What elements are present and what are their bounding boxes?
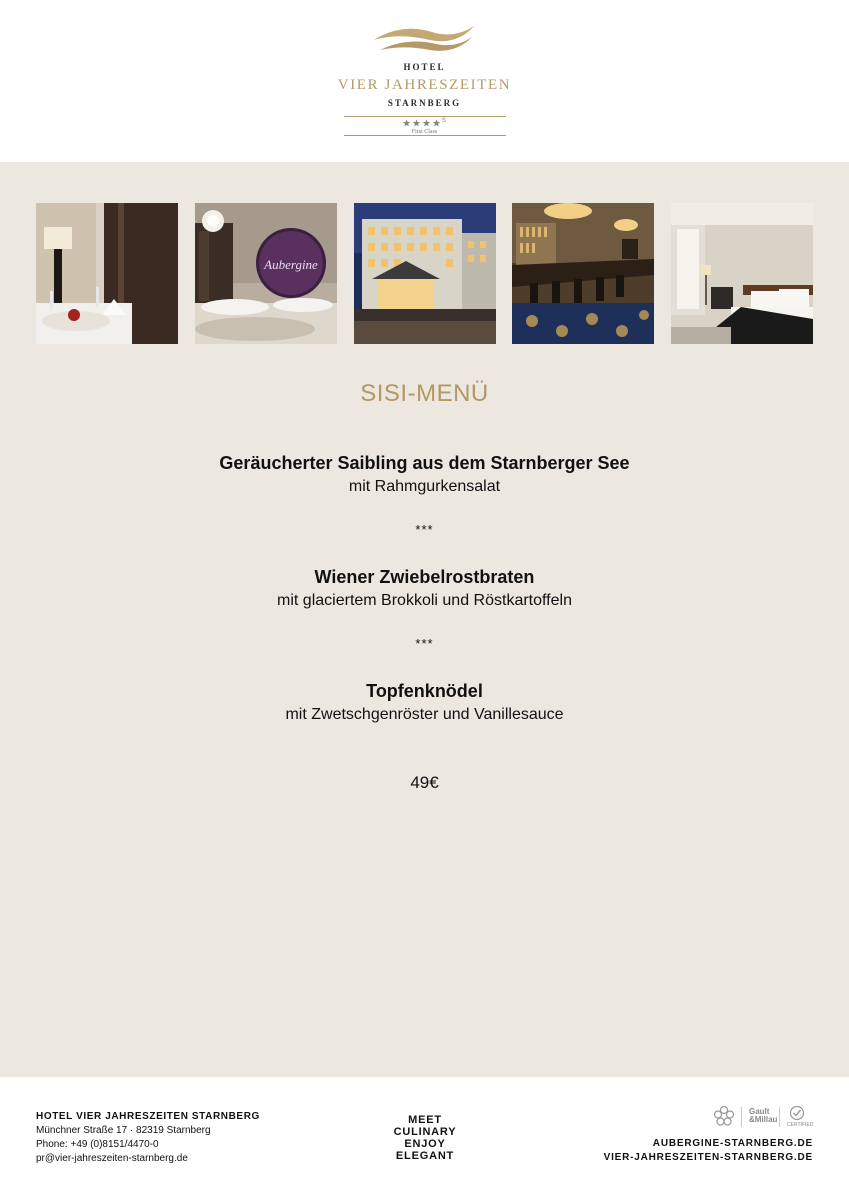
footer-phone[interactable]: Phone: +49 (0)8151/4470-0 (36, 1139, 159, 1150)
course-separator: *** (415, 636, 434, 651)
slogan-line-3: ENJOY (404, 1138, 446, 1150)
award-badges (713, 1105, 813, 1129)
slogan-line-2: CULINARY (393, 1126, 457, 1138)
aubergine-sign-text: Aubergine (264, 257, 318, 272)
slogan-line-1: MEET (408, 1114, 442, 1126)
footer-email[interactable]: pr@vier-jahreszeiten-starnberg.de (36, 1153, 188, 1164)
logo-divider-bottom (344, 135, 506, 136)
footer-websites (604, 1137, 813, 1165)
aubergine-dining-photo (195, 203, 337, 344)
menu-content-area (0, 162, 849, 1077)
slogan-line-4: ELEGANT (395, 1150, 455, 1162)
badge-divider (779, 1107, 780, 1127)
course-2-description: mit glaciertem Brokkoli und Röstkartoffeln (277, 592, 572, 609)
website-hotel-link[interactable]: VIER-JAHRESZEITEN-STARNBERG.DE (603, 1152, 813, 1163)
menu-title: SISI-MENÜ (360, 380, 489, 407)
course-3-name: Topfenknödel (366, 681, 483, 701)
hotel-bar-photo (512, 203, 654, 344)
logo-stars-rating (0, 118, 849, 129)
gault-label: Gault (749, 1107, 770, 1116)
superior-mark: S (441, 118, 447, 124)
menu-price: 49€ (410, 773, 439, 792)
hotel-room-photo (671, 203, 813, 344)
restaurant-table-photo (36, 203, 178, 344)
website-aubergine-link[interactable]: AUBERGINE-STARNBERG.DE (652, 1138, 813, 1149)
gault-millau-logo (749, 1108, 777, 1124)
logo-hotel-name: VIER JAHRESZEITEN (337, 77, 512, 93)
course-separator: *** (415, 522, 434, 537)
certified-label: CERTIFIED (787, 1122, 814, 1128)
footer-slogan (370, 1114, 480, 1162)
millau-label: &Millau (749, 1115, 778, 1124)
badge-divider (741, 1107, 742, 1127)
footer-address: Münchner Straße 17 · 82319 Starnberg (36, 1125, 211, 1136)
course-2-name: Wiener Zwiebelrostbraten (314, 567, 535, 587)
hotel-exterior-night-photo (354, 203, 496, 344)
logo-divider-top (344, 116, 506, 117)
logo-city-label: STARNBERG (387, 98, 462, 108)
page-footer (0, 1077, 849, 1200)
footer-contact (36, 1110, 260, 1166)
page-header (0, 0, 849, 162)
footer-hotel-name: HOTEL VIER JAHRESZEITEN STARNBERG (36, 1111, 260, 1122)
hotel-logo-wave-icon (370, 22, 480, 56)
certified-check-icon (789, 1105, 805, 1121)
stars-icon: ★★★★ (402, 118, 442, 130)
logo-class-label: First Class (411, 129, 438, 135)
course-1-name: Geräucherter Saibling aus dem Starnberger See (219, 453, 630, 473)
course-1-description: mit Rahmgurkensalat (348, 478, 501, 495)
logo-hotel-label: HOTEL (403, 62, 446, 72)
course-3-description: mit Zwetschgenröster und Vanillesauce (285, 706, 564, 723)
michelin-flower-icon (713, 1105, 735, 1127)
